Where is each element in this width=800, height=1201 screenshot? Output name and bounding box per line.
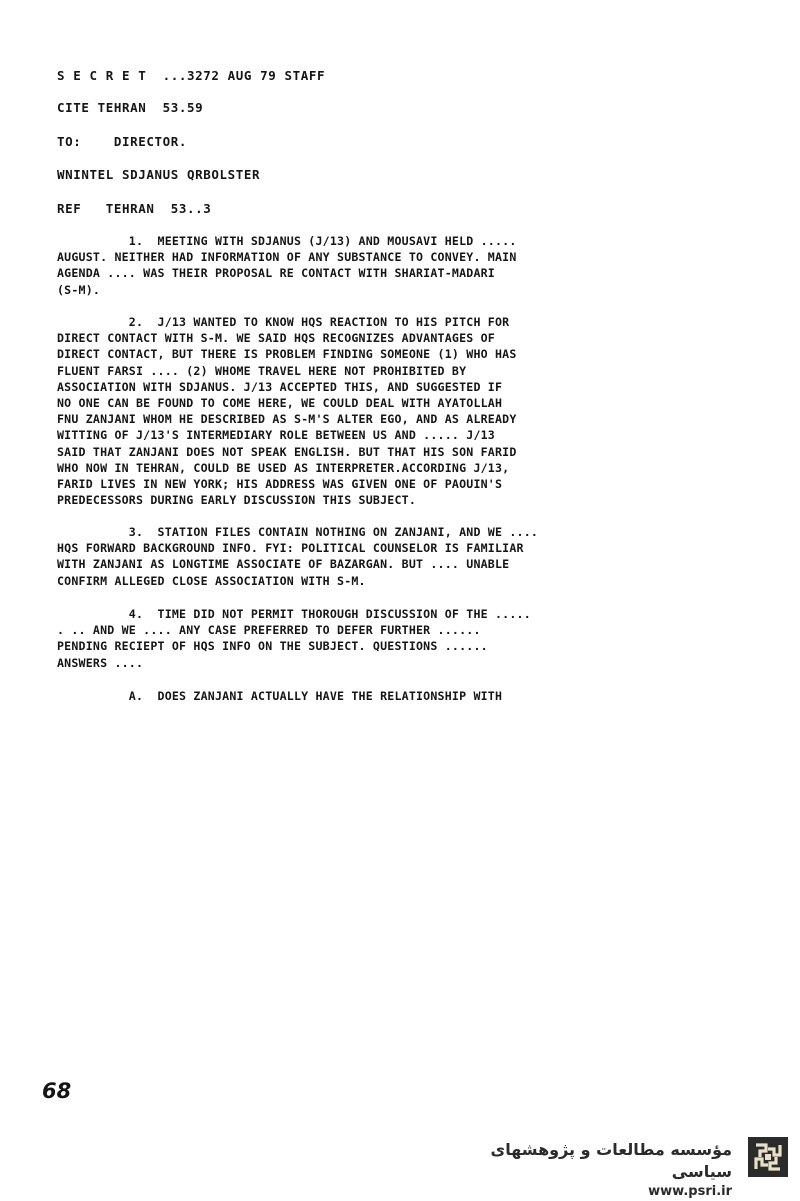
publisher-url: www.psri.ir: [648, 1184, 732, 1199]
text-line: PENDING RECIEPT OF HQS INFO ON THE SUBJECT. QUESTIONS ......: [57, 639, 488, 654]
text-line: DIRECT CONTACT, BUT THERE IS PROBLEM FINDING SOMEONE (1) WHO HAS: [57, 347, 517, 362]
logo-glyph: [748, 1137, 788, 1177]
paragraph-1: [57, 233, 697, 298]
publisher-name: مؤسسه مطالعات و پژوهشهای سیاسی: [490, 1140, 732, 1181]
text-line: FNU ZANJANI WHOM HE DESCRIBED AS S-M'S ALTER EGO, AND AS ALREADY: [57, 412, 517, 427]
cite-line: CITE TEHRAN 53.59: [57, 100, 204, 115]
text-line: 1. MEETING WITH SDJANUS (J/13) AND MOUSAVI HELD .....: [57, 234, 517, 248]
text-line: HQS FORWARD BACKGROUND INFO. FYI: POLITICAL COUNSELOR IS FAMILIAR: [57, 541, 524, 556]
text-line: WHO NOW IN TEHRAN, COULD BE USED AS INTERPRETER.ACCORDING J/13,: [57, 460, 510, 475]
text-line: CONFIRM ALLEGED CLOSE ASSOCIATION WITH S-M.: [57, 573, 366, 588]
text-line: SAID THAT ZANJANI DOES NOT SPEAK ENGLISH. BUT THAT HIS SON FARID: [57, 444, 517, 459]
text-line: WITH ZANJANI AS LONGTIME ASSOCIATE OF BAZARGAN. BUT .... UNABLE: [57, 557, 510, 572]
text-line: 3. STATION FILES CONTAIN NOTHING ON ZANJANI, AND WE ....: [57, 525, 539, 539]
text-line: AUGUST. NEITHER HAD INFORMATION OF ANY SUBSTANCE TO CONVEY. MAIN: [57, 250, 517, 265]
text-line: A. DOES ZANJANI ACTUALLY HAVE THE RELATIONSHIP WITH: [57, 689, 503, 703]
subject-line: WNINTEL SDJANUS QRBOLSTER: [57, 167, 261, 182]
text-line: FLUENT FARSI .... (2) WHOME TRAVEL HERE NOT PROHIBITED BY: [57, 363, 467, 378]
classification-header: S E C R E T ...3272 AUG 79 STAFF: [57, 68, 326, 83]
text-line: PREDECESSORS DURING EARLY DISCUSSION THIS SUBJECT.: [57, 493, 417, 508]
text-line: 4. TIME DID NOT PERMIT THOROUGH DISCUSSION OF THE .....: [57, 607, 531, 621]
text-line: DIRECT CONTACT WITH S-M. WE SAID HQS RECOGNIZES ADVANTAGES OF: [57, 331, 495, 346]
text-line: ASSOCIATION WITH SDJANUS. J/13 ACCEPTED THIS, AND SUGGESTED IF: [57, 379, 503, 394]
text-line: . .. AND WE .... ANY CASE PREFERRED TO DEFER FURTHER ......: [57, 623, 481, 638]
text-line: AGENDA .... WAS THEIR PROPOSAL RE CONTACT WITH SHARIAT-MADARI: [57, 266, 495, 281]
text-line: ANSWERS ....: [57, 655, 144, 670]
paragraph-5: [57, 688, 697, 704]
to-line: TO: DIRECTOR.: [57, 134, 188, 149]
ref-line: REF TEHRAN 53..3: [57, 201, 212, 216]
paragraph-2: [57, 314, 697, 508]
text-line: NO ONE CAN BE FOUND TO COME HERE, WE COULD DEAL WITH AYATOLLAH: [57, 396, 503, 411]
paragraph-4: [57, 606, 697, 671]
text-line: FARID LIVES IN NEW YORK; HIS ADDRESS WAS GIVEN ONE OF PAOUIN'S: [57, 477, 503, 492]
text-line: 2. J/13 WANTED TO KNOW HQS REACTION TO HIS PITCH FOR: [57, 315, 510, 329]
text-line: WITTING OF J/13'S INTERMEDIARY ROLE BETWEEN US AND ..... J/13: [57, 428, 495, 443]
text-line: (S-M).: [57, 282, 101, 297]
psri-logo-icon: [748, 1137, 788, 1177]
page-number: 68: [42, 1079, 72, 1103]
paragraph-3: [57, 524, 697, 589]
